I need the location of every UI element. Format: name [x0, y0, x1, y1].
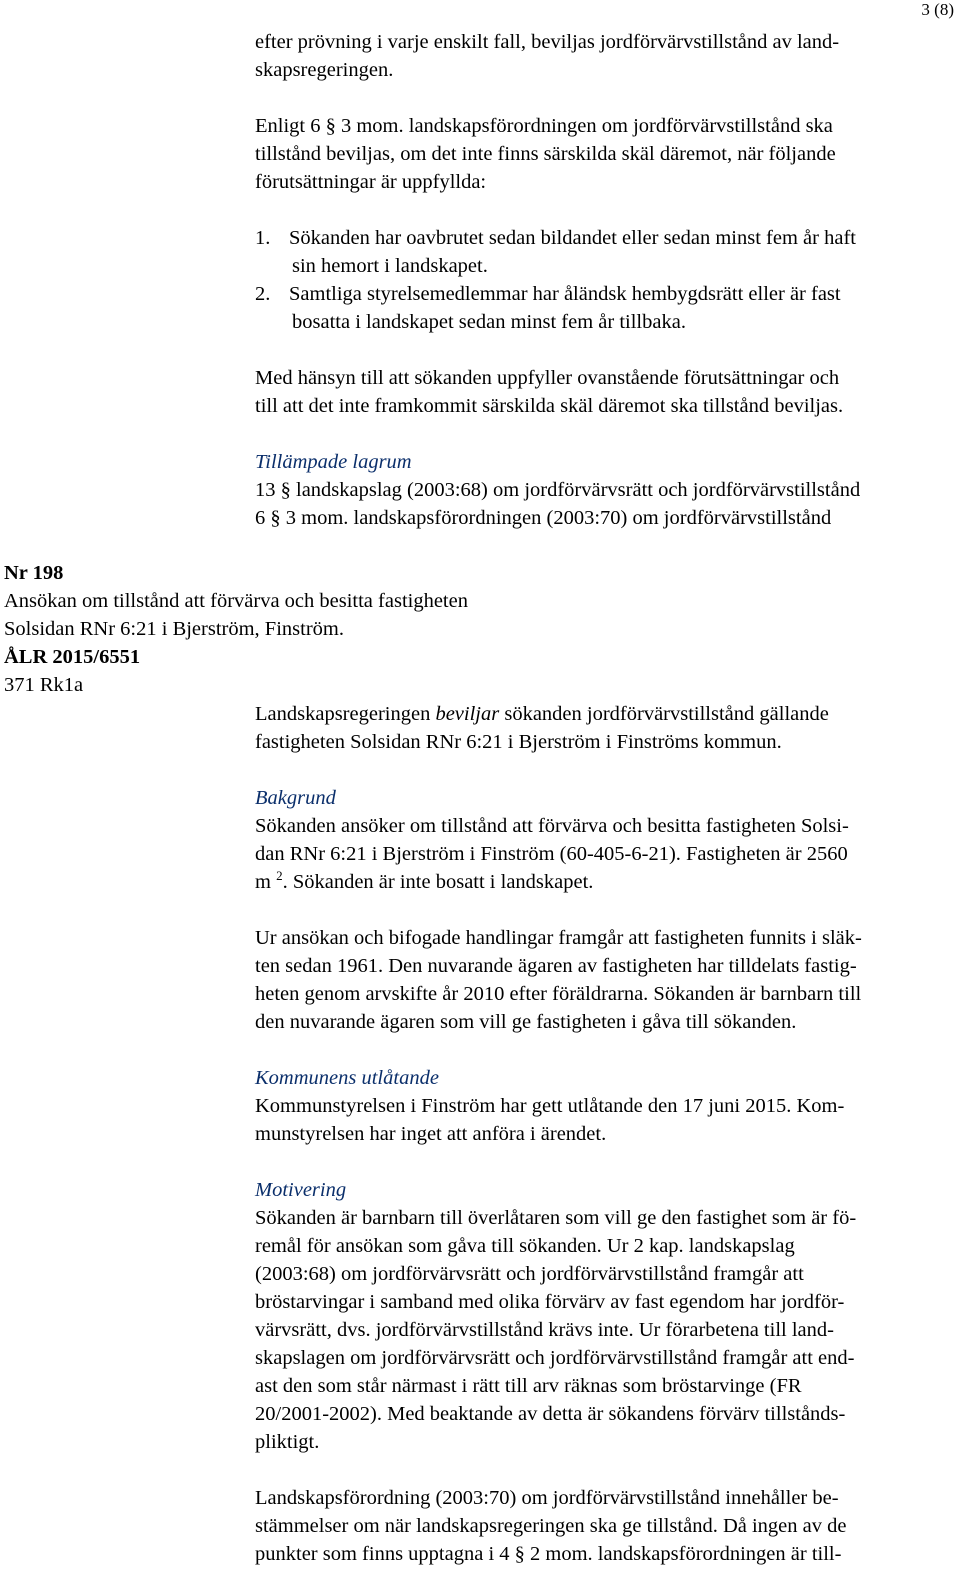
decision-verb: beviljar — [435, 703, 500, 725]
page-number: 3 (8) — [921, 0, 954, 19]
text-line: 13 § landskapslag (2003:68) om jordförvärvsrätt och jordförvärvstillstånd — [255, 479, 861, 501]
text-line: Med hänsyn till att sökanden uppfyller ovanstående förutsättningar och — [255, 367, 840, 389]
criteria-intro-paragraph — [255, 112, 960, 196]
text-line: skapsregeringen. — [255, 59, 394, 81]
text-line: förutsättningar är uppfyllda: — [255, 171, 487, 193]
section-heading: Kommunens utlåtande — [255, 1067, 439, 1089]
background-paragraph — [255, 924, 960, 1036]
text-line: ten sedan 1961. Den nuvarande ägaren av fastigheten har tilldelats fastig- — [255, 955, 857, 977]
text-line: efter prövning i varje enskilt fall, beviljas jordförvärvstillstånd av land- — [255, 31, 840, 53]
text-line: sin hemort i landskapet. — [292, 255, 488, 277]
text-line: tillstånd beviljas, om det inte finns särskilda skäl däremot, när följande — [255, 143, 836, 165]
text-line: fastigheten Solsidan RNr 6:21 i Bjerström i Finströms kommun. — [255, 731, 782, 753]
intro-paragraph — [255, 28, 960, 84]
list-number: 2. — [255, 283, 271, 305]
case-reference: ÅLR 2015/6551 — [4, 646, 141, 668]
section-heading: Bakgrund — [255, 787, 336, 809]
municipality-section — [255, 1064, 960, 1148]
text-line: bröstarvingar i samband med olika förvärv av fast egendom har jordför- — [255, 1291, 845, 1313]
text-line: Samtliga styrelsemedlemmar har åländsk hembygdsrätt eller är fast — [289, 283, 841, 305]
text-segment: . Sökanden är inte bosatt i landskapet. — [282, 871, 594, 893]
text-line: punkter som finns upptagna i 4 § 2 mom. landskapsförordningen är till- — [255, 1543, 842, 1565]
text-line: den nuvarande ägaren som vill ge fastigheten i gåva till sökanden. — [255, 1011, 797, 1033]
area-superscript: 2 — [276, 868, 283, 883]
case-number: Nr 198 — [4, 562, 64, 584]
case-header — [4, 559, 564, 699]
text-line: skapslagen om jordförvärvsrätt och jordförvärvstillstånd framgår att end- — [255, 1347, 855, 1369]
regulation-paragraph — [255, 1484, 960, 1568]
decision-paragraph — [255, 700, 960, 756]
text-line: Landskapsförordning (2003:70) om jordförvärvstillstånd innehåller be- — [255, 1487, 839, 1509]
text-line: pliktigt. — [255, 1431, 320, 1453]
text-line: Sökanden har oavbrutet sedan bildandet eller sedan minst fem år haft — [289, 227, 856, 249]
text-line: värvsrätt, dvs. jordförvärvstillstånd krävs inte. Ur förarbetena till land- — [255, 1319, 834, 1341]
list-number: 1. — [255, 227, 271, 249]
section-heading: Motivering — [255, 1179, 347, 1201]
text-line: Sökanden är barnbarn till överlåtaren som vill ge den fastighet som är fö- — [255, 1207, 857, 1229]
text-line: Kommunstyrelsen i Finström har gett utlåtande den 17 juni 2015. Kom- — [255, 1095, 845, 1117]
text-line: Ur ansökan och bifogade handlingar framgår att fastigheten funnits i släk- — [255, 927, 862, 949]
text-line: Enligt 6 § 3 mom. landskapsförordningen om jordförvärvstillstånd ska — [255, 115, 833, 137]
text-line: till att det inte framkommit särskilda skäl däremot ska tillstånd beviljas. — [255, 395, 844, 417]
case-title: Ansökan om tillstånd att förvärva och besitta fastigheten — [4, 590, 468, 612]
case-code: 371 Rk1a — [4, 674, 84, 696]
applied-law-section — [255, 448, 960, 532]
section-heading: Tillämpade lagrum — [255, 451, 412, 473]
text-line: remål för ansökan som gåva till sökanden. Ur 2 kap. landskapslag — [255, 1235, 795, 1257]
text-line: heten genom arvskifte år 2010 efter föräldrarna. Sökanden är barnbarn till — [255, 983, 862, 1005]
text-segment: sökanden jordförvärvstillstånd gällande — [499, 703, 829, 725]
text-line: munstyrelsen har inget att anföra i ärendet. — [255, 1123, 607, 1145]
list-item — [255, 280, 960, 336]
text-line: 6 § 3 mom. landskapsförordningen (2003:70) om jordförvärvstillstånd — [255, 507, 832, 529]
background-section — [255, 784, 960, 898]
text-line: dan RNr 6:21 i Bjerström i Finström (60-405-6-21). Fastigheten är 2560 — [255, 843, 848, 865]
text-line: Sökanden ansöker om tillstånd att förvärva och besitta fastigheten Solsi- — [255, 815, 849, 837]
area-unit: m — [255, 871, 271, 893]
case-property: Solsidan RNr 6:21 i Bjerström, Finström. — [4, 618, 344, 640]
criteria-list — [255, 224, 960, 336]
text-line: (2003:68) om jordförvärvsrätt och jordförvärvstillstånd framgår att — [255, 1263, 804, 1285]
text-line: 20/2001-2002). Med beaktande av detta är sökandens förvärv tillstånds- — [255, 1403, 846, 1425]
text-line: stämmelser om när landskapsregeringen ska ge tillstånd. Då ingen av de — [255, 1515, 847, 1537]
motivation-section — [255, 1176, 960, 1456]
text-line: bosatta i landskapet sedan minst fem år tillbaka. — [292, 311, 686, 333]
list-item — [255, 224, 960, 280]
conclusion-paragraph — [255, 364, 960, 420]
text-segment: Landskapsregeringen — [255, 703, 436, 725]
text-line: ast den som står närmast i rätt till arv räknas som bröstarvinge (FR — [255, 1375, 802, 1397]
